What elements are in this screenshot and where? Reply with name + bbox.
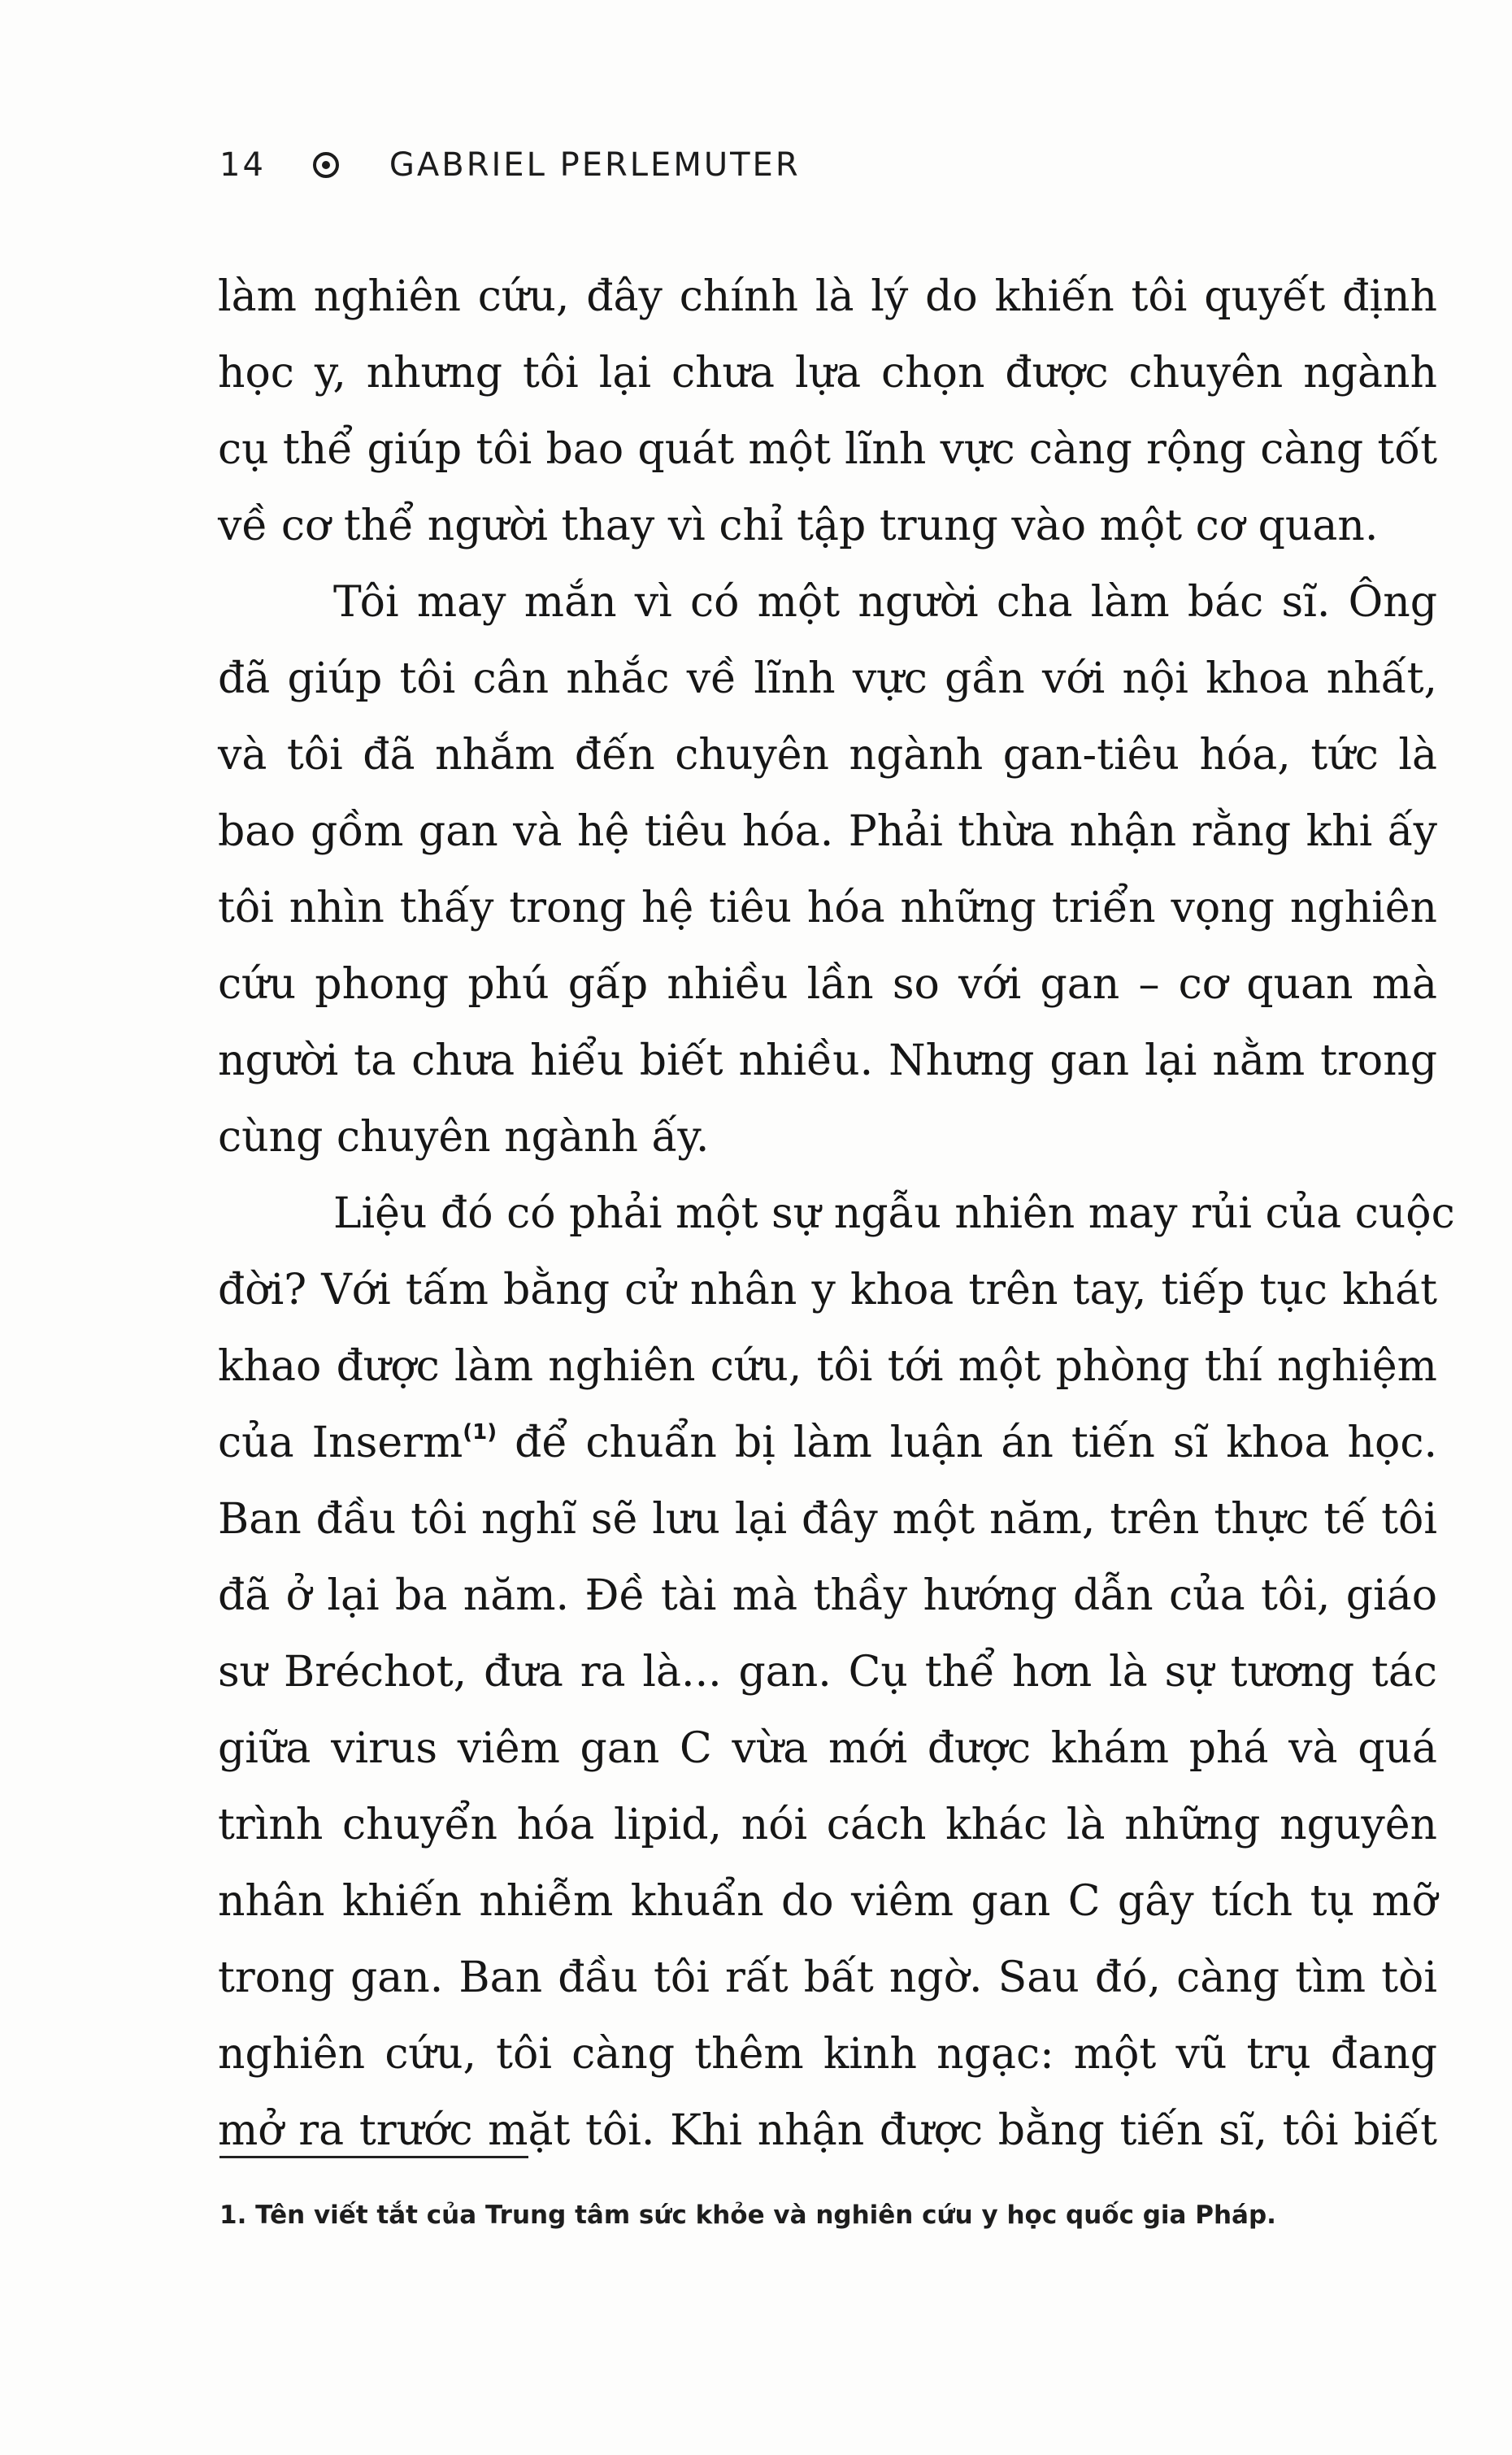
circle-dot-icon bbox=[313, 152, 339, 178]
text-line: người ta chưa hiểu biết nhiều. Nhưng gan lại nằm trong bbox=[218, 1036, 1437, 1085]
text-line: và tôi đã nhắm đến chuyên ngành gan-tiêu hóa, tức là bbox=[218, 731, 1437, 780]
text-line: học y, nhưng tôi lại chưa lựa chọn được chuyên ngành bbox=[218, 349, 1437, 398]
text-line bbox=[218, 1405, 1437, 1481]
text-fragment: để chuẩn bị làm luận án tiến sĩ khoa học. bbox=[497, 1419, 1437, 1467]
text-line: đã ở lại ba năm. Đề tài mà thầy hướng dẫn của tôi, giáo bbox=[218, 1571, 1437, 1620]
text-line: giữa virus viêm gan C vừa mới được khám phá và quá bbox=[218, 1724, 1437, 1773]
text-line: cụ thể giúp tôi bao quát một lĩnh vực càng rộng càng tốt bbox=[218, 425, 1437, 474]
text-line: nhân khiến nhiễm khuẩn do viêm gan C gây tích tụ mỡ bbox=[218, 1877, 1437, 1926]
text-line: nghiên cứu, tôi càng thêm kinh ngạc: một vũ trụ đang bbox=[218, 2030, 1437, 2079]
text-line: Ban đầu tôi nghĩ sẽ lưu lại đây một năm, trên thực tế tôi bbox=[218, 1495, 1437, 1544]
text-line: về cơ thể người thay vì chỉ tập trung vào một cơ quan. bbox=[218, 502, 1379, 550]
text-line: Liệu đó có phải một sự ngẫu nhiên may rủi của cuộc bbox=[333, 1189, 1455, 1238]
author-name: GABRIEL PERLEMUTER bbox=[389, 146, 801, 184]
text-line: mở ra trước mặt tôi. Khi nhận được bằng tiến sĩ, tôi biết bbox=[218, 2106, 1437, 2155]
body-text bbox=[218, 259, 1455, 2169]
text-line: cứu phong phú gấp nhiều lần so với gan – cơ quan mà bbox=[218, 960, 1437, 1009]
text-line: đã giúp tôi cân nhắc về lĩnh vực gần với nội khoa nhất, bbox=[218, 654, 1437, 703]
text-line: Tôi may mắn vì có một người cha làm bác sĩ. Ông bbox=[333, 578, 1437, 627]
text-line: làm nghiên cứu, đây chính là lý do khiến tôi quyết định bbox=[218, 272, 1437, 321]
text-line: bao gồm gan và hệ tiêu hóa. Phải thừa nhận rằng khi ấy bbox=[218, 807, 1437, 856]
running-head bbox=[219, 137, 801, 193]
footnote-marker: (1) bbox=[463, 1420, 497, 1445]
text-line: đời? Với tấm bằng cử nhân y khoa trên tay, tiếp tục khát bbox=[218, 1266, 1437, 1314]
text-fragment: của Inserm bbox=[218, 1419, 463, 1467]
text-line: trình chuyển hóa lipid, nói cách khác là những nguyên bbox=[218, 1801, 1437, 1849]
text-line: sư Bréchot, đưa ra là... gan. Cụ thể hơn là sự tương tác bbox=[218, 1648, 1437, 1697]
page-number: 14 bbox=[219, 146, 266, 184]
text-line: trong gan. Ban đầu tôi rất bất ngờ. Sau đó, càng tìm tòi bbox=[218, 1953, 1437, 2002]
text-line: khao được làm nghiên cứu, tôi tới một phòng thí nghiệm bbox=[218, 1342, 1437, 1391]
footnote-divider bbox=[219, 2156, 528, 2158]
text-line: cùng chuyên ngành ấy. bbox=[218, 1113, 710, 1162]
footnote: 1. Tên viết tắt của Trung tâm sức khỏe và nghiên cứu y học quốc gia Pháp. bbox=[219, 2201, 1276, 2230]
text-line: tôi nhìn thấy trong hệ tiêu hóa những triển vọng nghiên bbox=[218, 884, 1437, 932]
